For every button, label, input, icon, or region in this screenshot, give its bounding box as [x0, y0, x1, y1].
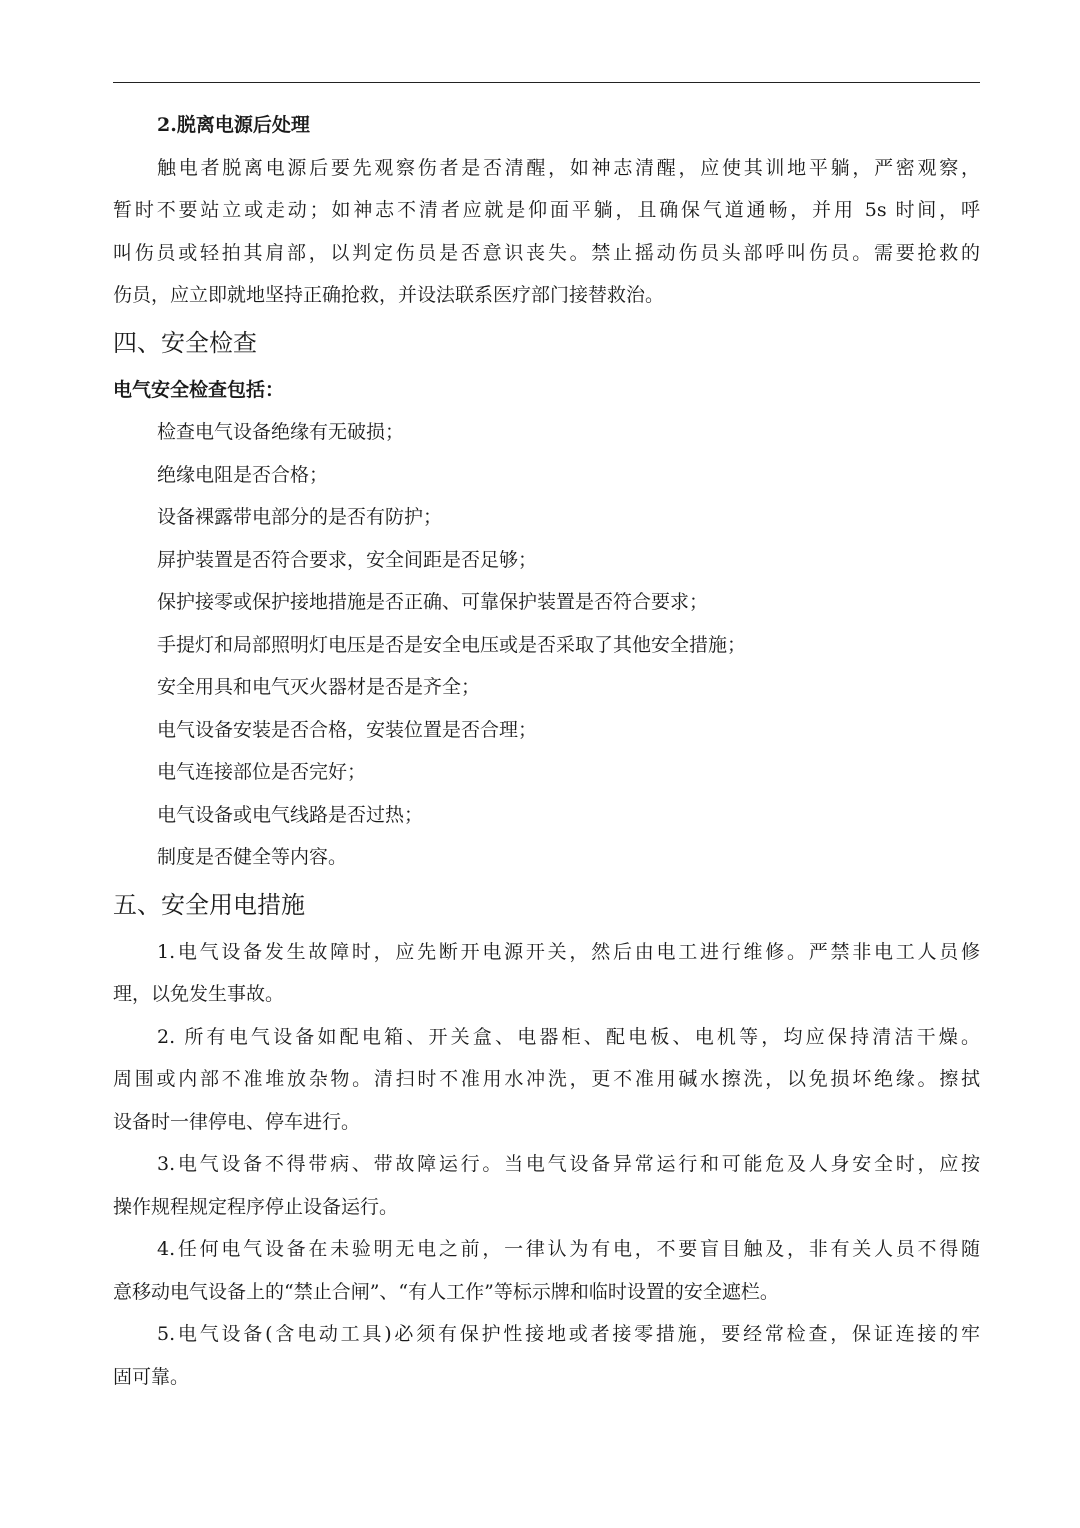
- paragraph-line: 叫伤员或轻拍其肩部，以判定伤员是否意识丧失。禁止摇动伤员头部呼叫伤员。需要抢救的: [113, 241, 980, 264]
- paragraph-line: 触电者脱离电源后要先观察伤者是否清醒，如神志清醒，应使其训地平躺，严密观察，: [157, 156, 980, 179]
- list-item: 电气设备安装是否合格，安装位置是否合理；: [157, 718, 538, 741]
- paragraph-line: 暂时不要站立或走动；如神志不清者应就是仰面平躺，且确保气道通畅，并用 5s 时间，呼: [113, 199, 980, 221]
- list-item: 检查电气设备绝缘有无破损；: [157, 421, 405, 443]
- paragraph-line: 固可靠。: [113, 1365, 190, 1388]
- list-item: 手提灯和局部照明灯电压是否是安全电压或是否采取了其他安全措施；: [157, 633, 747, 656]
- checklist: [113, 411, 980, 879]
- measure-5: [113, 1313, 980, 1398]
- paragraph-line: 理，以免发生事故。: [113, 983, 285, 1005]
- header-rule: [113, 82, 980, 83]
- paragraph-line: 意移动电气设备上的“禁止合闸”、“有人工作”等标示牌和临时设置的安全遮栏。: [113, 1280, 779, 1303]
- list-item: 制度是否健全等内容。: [157, 846, 348, 868]
- paragraph-line: 设备时一律停电、停车进行。: [113, 1110, 361, 1133]
- measure-2: [113, 1016, 980, 1144]
- list-item: 电气连接部位是否完好；: [157, 761, 367, 783]
- list-item: 保护接零或保护接地措施是否正确、可靠保护装置是否符合要求；: [157, 591, 709, 613]
- paragraph-line: 周围或内部不准堆放杂物。清扫时不准用水冲洗，更不准用碱水擦洗，以免损坏绝缘。擦拭: [113, 1068, 980, 1090]
- measure-3: [113, 1143, 980, 1228]
- paragraph-line: 伤员，应立即就地坚持正确抢救，并设法联系医疗部门接替救治。: [113, 284, 665, 306]
- section-title-safety-inspection: 四、安全检查: [113, 328, 257, 357]
- paragraph-line: 5.电气设备(含电动工具)必须有保护性接地或者接零措施，要经常检查，保证连接的牢: [157, 1323, 980, 1345]
- list-item: 安全用具和电气灭火器材是否是齐全；: [157, 676, 481, 698]
- sub-heading-detach-power: 2.脱离电源后处理: [157, 114, 310, 136]
- measure-1: [113, 931, 980, 1016]
- list-item: 电气设备或电气线路是否过热；: [157, 803, 424, 826]
- list-item: 屏护装置是否符合要求，安全间距是否足够；: [157, 548, 538, 571]
- checklist-intro: 电气安全检查包括：: [113, 378, 285, 401]
- paragraph-treatment: [113, 147, 980, 317]
- paragraph-line: 2. 所有电气设备如配电箱、开关盒、电器柜、配电板、电机等，均应保持清洁干燥。: [157, 1025, 980, 1048]
- document-body: [113, 104, 980, 1398]
- paragraph-line: 3.电气设备不得带病、带故障运行。当电气设备异常运行和可能危及人身安全时，应按: [157, 1153, 980, 1175]
- paragraph-line: 4.任何电气设备在未验明无电之前，一律认为有电，不要盲目触及，非有关人员不得随: [157, 1238, 980, 1260]
- list-item: 设备裸露带电部分的是否有防护；: [157, 506, 443, 528]
- measure-4: [113, 1228, 980, 1313]
- section-title-electrical-safety-measures: 五、安全用电措施: [113, 890, 305, 919]
- list-item: 绝缘电阻是否合格；: [157, 463, 329, 486]
- paragraph-line: 1.电气设备发生故障时，应先断开电源开关，然后由电工进行维修。严禁非电工人员修: [157, 940, 980, 963]
- paragraph-line: 操作规程规定程序停止设备运行。: [113, 1195, 399, 1218]
